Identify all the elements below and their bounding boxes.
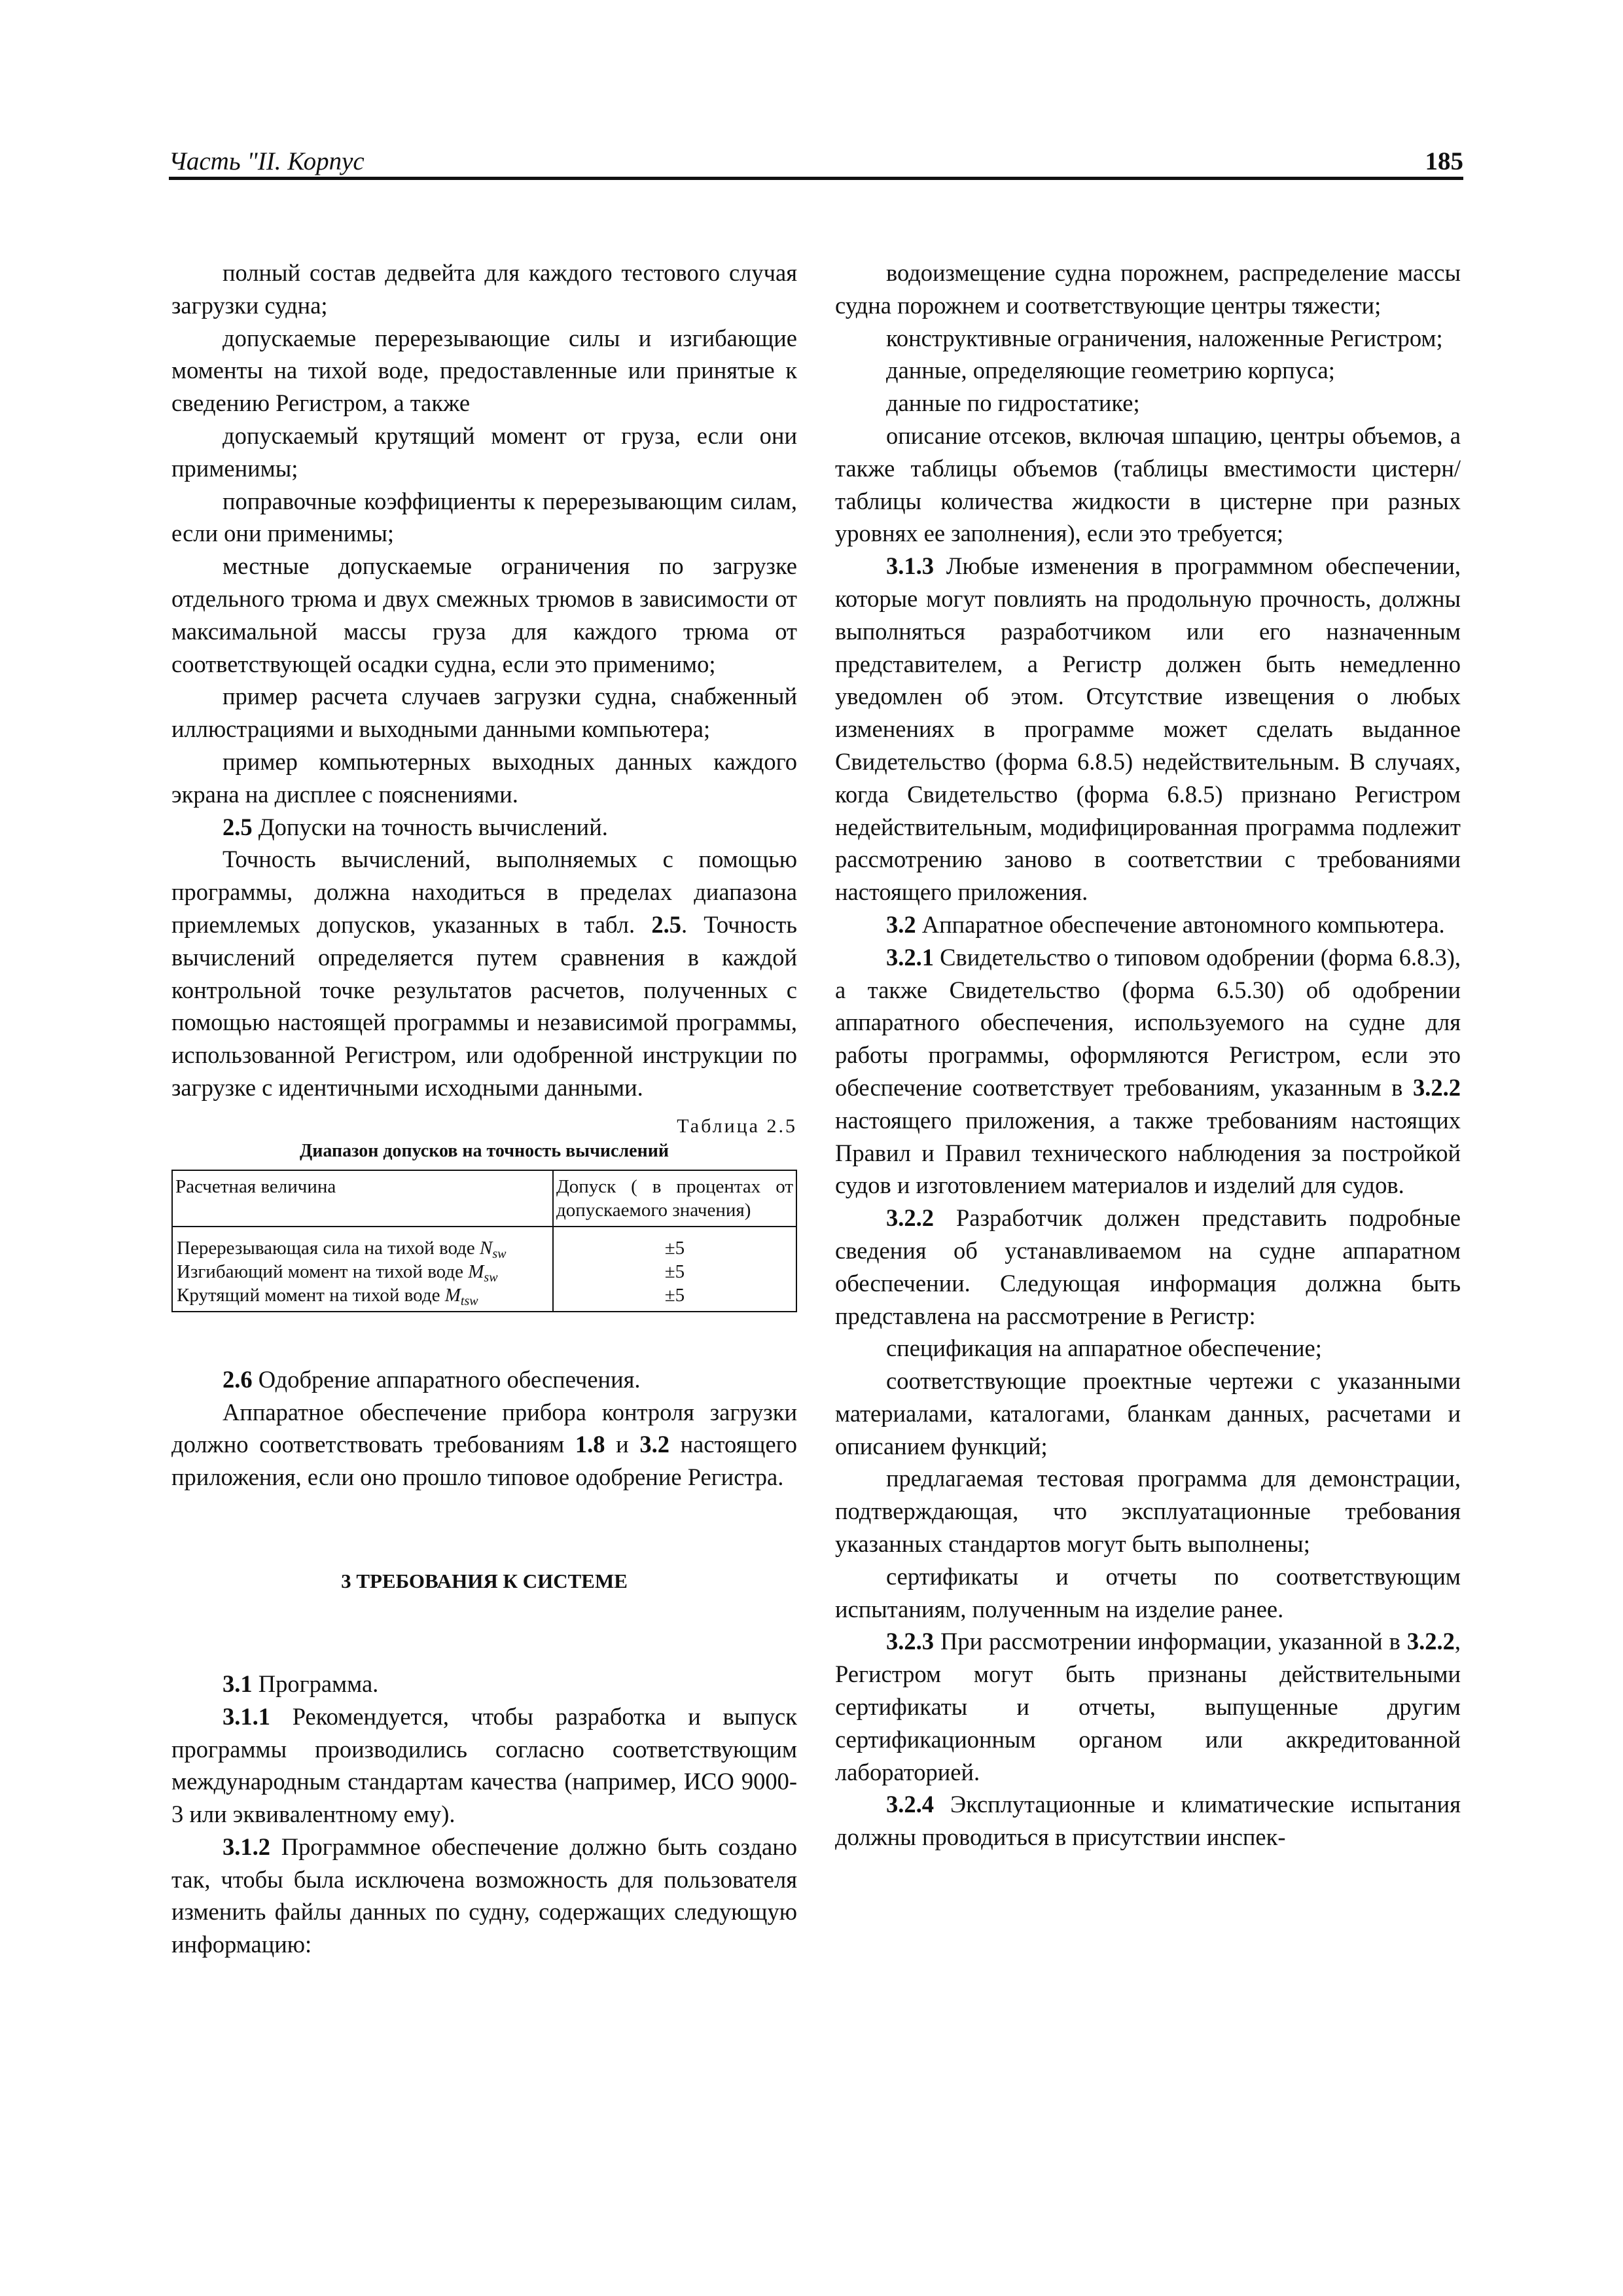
table-cell-tolerance: ±5	[553, 1283, 796, 1312]
table-header-quantity: Расчетная величина	[172, 1170, 553, 1227]
paragraph: пример компьютерных выходных данных каждого экрана на дисплее с пояснениями.	[171, 747, 797, 808]
clause-number: 2.6	[223, 1365, 253, 1393]
left-column	[171, 257, 797, 1961]
clause-number: 3.1.3	[886, 552, 934, 580]
clause-number: 3.1.1	[223, 1702, 270, 1730]
paragraph: пример расчета случаев загрузки судна, снабженный иллюстрациями и выходными данными компьютера;	[171, 683, 797, 743]
page-header	[169, 143, 1463, 179]
clause-number: 3.1	[223, 1670, 253, 1697]
clause-number: 3.2.1	[886, 943, 934, 971]
table-cell-tolerance: ±5	[553, 1227, 796, 1260]
clause-number: 3.2.2	[886, 1204, 934, 1232]
clause-number: 2.5	[223, 813, 253, 840]
paragraph: водоизмещение судна порожнем, распределение массы судна порожнем и соответствующие центры тяжести;	[835, 259, 1461, 319]
clause-number: 3.2.4	[886, 1791, 934, 1818]
paragraph: 3.1.1 Рекомендуется, чтобы разработка и выпуск программы производились согласно соответствующим международным стандартам качества (например, ИСО 9000-3 или эквивалентному ему).	[171, 1702, 797, 1828]
table-cell-quantity: Изгибающий момент на тихой воде $M_{sw}$	[177, 1261, 498, 1285]
paragraph: 3.2.1 Свидетельство о типовом одобрении (форма 6.8.3), а также Свидетельство (форма 6.5.30) об одобрении аппаратного обеспечения, используемого на судне для работы программы, оформляются Регистром, если это обеспечение соответствует требованиям, указанным в 3.2.2 настоящего приложения, а также требованиям настоящих Правил и Правил технического наблюдения за постройкой судов и изготовлением материалов и изделий для судов.	[835, 943, 1461, 1199]
subsection-title: 2.5 Допуски на точность вычислений.	[223, 813, 608, 840]
table-caption: Таблица 2.5	[677, 1115, 797, 1137]
paragraph: допускаемые перерезывающие силы и изгибающие моменты на тихой воде, предоставленные или принятые к сведению Регистром, а также	[171, 324, 797, 417]
paragraph: допускаемый крутящий момент от груза, если они применимы;	[171, 422, 797, 482]
paragraph: 3.2.2 Разработчик должен представить подробные сведения об устанавливаемом на судне аппаратном обеспечении. Следующая информация должна быть представлена на рассмотрение в Регистр:	[835, 1204, 1461, 1329]
paragraph: местные допускаемые ограничения по загрузке отдельного трюма и двух смежных трюмов в зависимости от максимальной массы груза для каждого трюма от соответствующей осадки судна, если это применимо;	[171, 552, 797, 677]
table-row	[172, 1227, 796, 1260]
paragraph: конструктивные ограничения, наложенные Регистром;	[886, 324, 1443, 351]
paragraph: полный состав дедвейта для каждого тестового случая загрузки судна;	[171, 259, 797, 319]
paragraph: данные, определяющие геометрию корпуса;	[886, 357, 1335, 384]
paragraph: 3.1.2 Программное обеспечение должно быть создано так, чтобы была исключена возможность для пользователя изменить файлы данных по судну, содержащих следующую информацию:	[171, 1833, 797, 1958]
table-row	[172, 1260, 796, 1283]
table-cell-quantity: Перерезывающая сила на тихой воде $N_{sw}$	[177, 1237, 507, 1261]
right-column	[835, 257, 1461, 1854]
paragraph: предлагаемая тестовая программа для демонстрации, подтверждающая, что эксплуатационные требования указанных стандартов могут быть выполнены;	[835, 1465, 1461, 1558]
subsection-title: 2.6 Одобрение аппаратного обеспечения.	[223, 1365, 641, 1393]
clause-number: 3.2.3	[886, 1628, 934, 1655]
section-heading: 3 ТРЕБОВАНИЯ К СИСТЕМЕ	[341, 1569, 628, 1592]
paragraph: 3.2.3 При рассмотрении информации, указанной в 3.2.2, Регистром могут быть признаны действительными сертификаты и отчеты, выпущенные другим сертификационным органом или аккредитованной лабораторией.	[835, 1628, 1461, 1785]
table-cell-tolerance: ±5	[553, 1260, 796, 1283]
table-header-tolerance: Допуск ( в процентах от допускаемого значения)	[553, 1170, 796, 1227]
table-reference: 2.5	[651, 910, 681, 938]
header-rule	[169, 177, 1463, 180]
paragraph: Аппаратное обеспечение прибора контроля загрузки должно соответствовать требованиям 1.8 и 3.2 настоящего приложения, если оно прошло типовое одобрение Регистра.	[171, 1398, 797, 1491]
table-title: Диапазон допусков на точность вычислений	[299, 1140, 669, 1161]
paragraph: 3.2.4 Эксплутационные и климатические испытания должны проводиться в присутствии инспек-	[835, 1791, 1461, 1851]
paragraph: спецификация на аппаратное обеспечение;	[886, 1335, 1322, 1362]
paragraph: соответствующие проектные чертежи с указанными материалами, каталогами, бланкам данных, расчетами и описанием функций;	[835, 1367, 1461, 1460]
clause-number: 3.1.2	[223, 1833, 270, 1860]
tolerance-table	[171, 1170, 797, 1312]
paragraph: поправочные коэффициенты к перерезывающим силам, если они применимы;	[171, 487, 797, 547]
subsection-title: 3.2 Аппаратное обеспечение автономного компьютера.	[886, 910, 1445, 938]
paragraph: описание отсеков, включая шпацию, центры объемов, а также таблицы объемов (таблицы вместимости цистерн/таблицы количества жидкости в цистерне при разных уровнях ее заполнения), если это требуется;	[835, 422, 1461, 547]
table-row	[172, 1283, 796, 1312]
paragraph: 3.1.3 Любые изменения в программном обеспечении, которые могут повлиять на продольную прочность, должны выполняться разработчиком или его назначенным представителем, а Регистр должен быть немедленно уведомлен об этом. Отсутствие извещения о любых изменениях в программе может сделать выданное Свидетельство (форма 6.8.5) недействительным. В случаях, когда Свидетельство (форма 6.8.5) признано Регистром недействительным, модифицированная программа подлежит рассмотрению заново в соответствии с требованиями настоящего приложения.	[835, 552, 1461, 906]
table-cell-quantity: Крутящий момент на тихой воде $M_{tsw}$	[177, 1284, 478, 1308]
clause-number: 3.2	[886, 910, 916, 938]
paragraph: сертификаты и отчеты по соответствующим испытаниям, полученным на изделие ранее.	[835, 1562, 1461, 1623]
subsection-title: 3.1 Программа.	[223, 1670, 379, 1697]
page-number: 185	[1425, 147, 1463, 175]
paragraph: данные по гидростатике;	[886, 389, 1140, 417]
paragraph: Точность вычислений, выполняемых с помощью программы, должна находиться в пределах диапазона приемлемых допусков, указанных в табл. 2.5. Точность вычислений определяется путем сравнения в каждой контрольной точке результатов расчетов, полученных с помощью настоящей программы и независимой программы, использованной Регистром, или одобренной инструкции по загрузке с идентичными исходными данными.	[171, 846, 798, 1101]
running-title: Часть "II. Корпус	[169, 147, 365, 175]
